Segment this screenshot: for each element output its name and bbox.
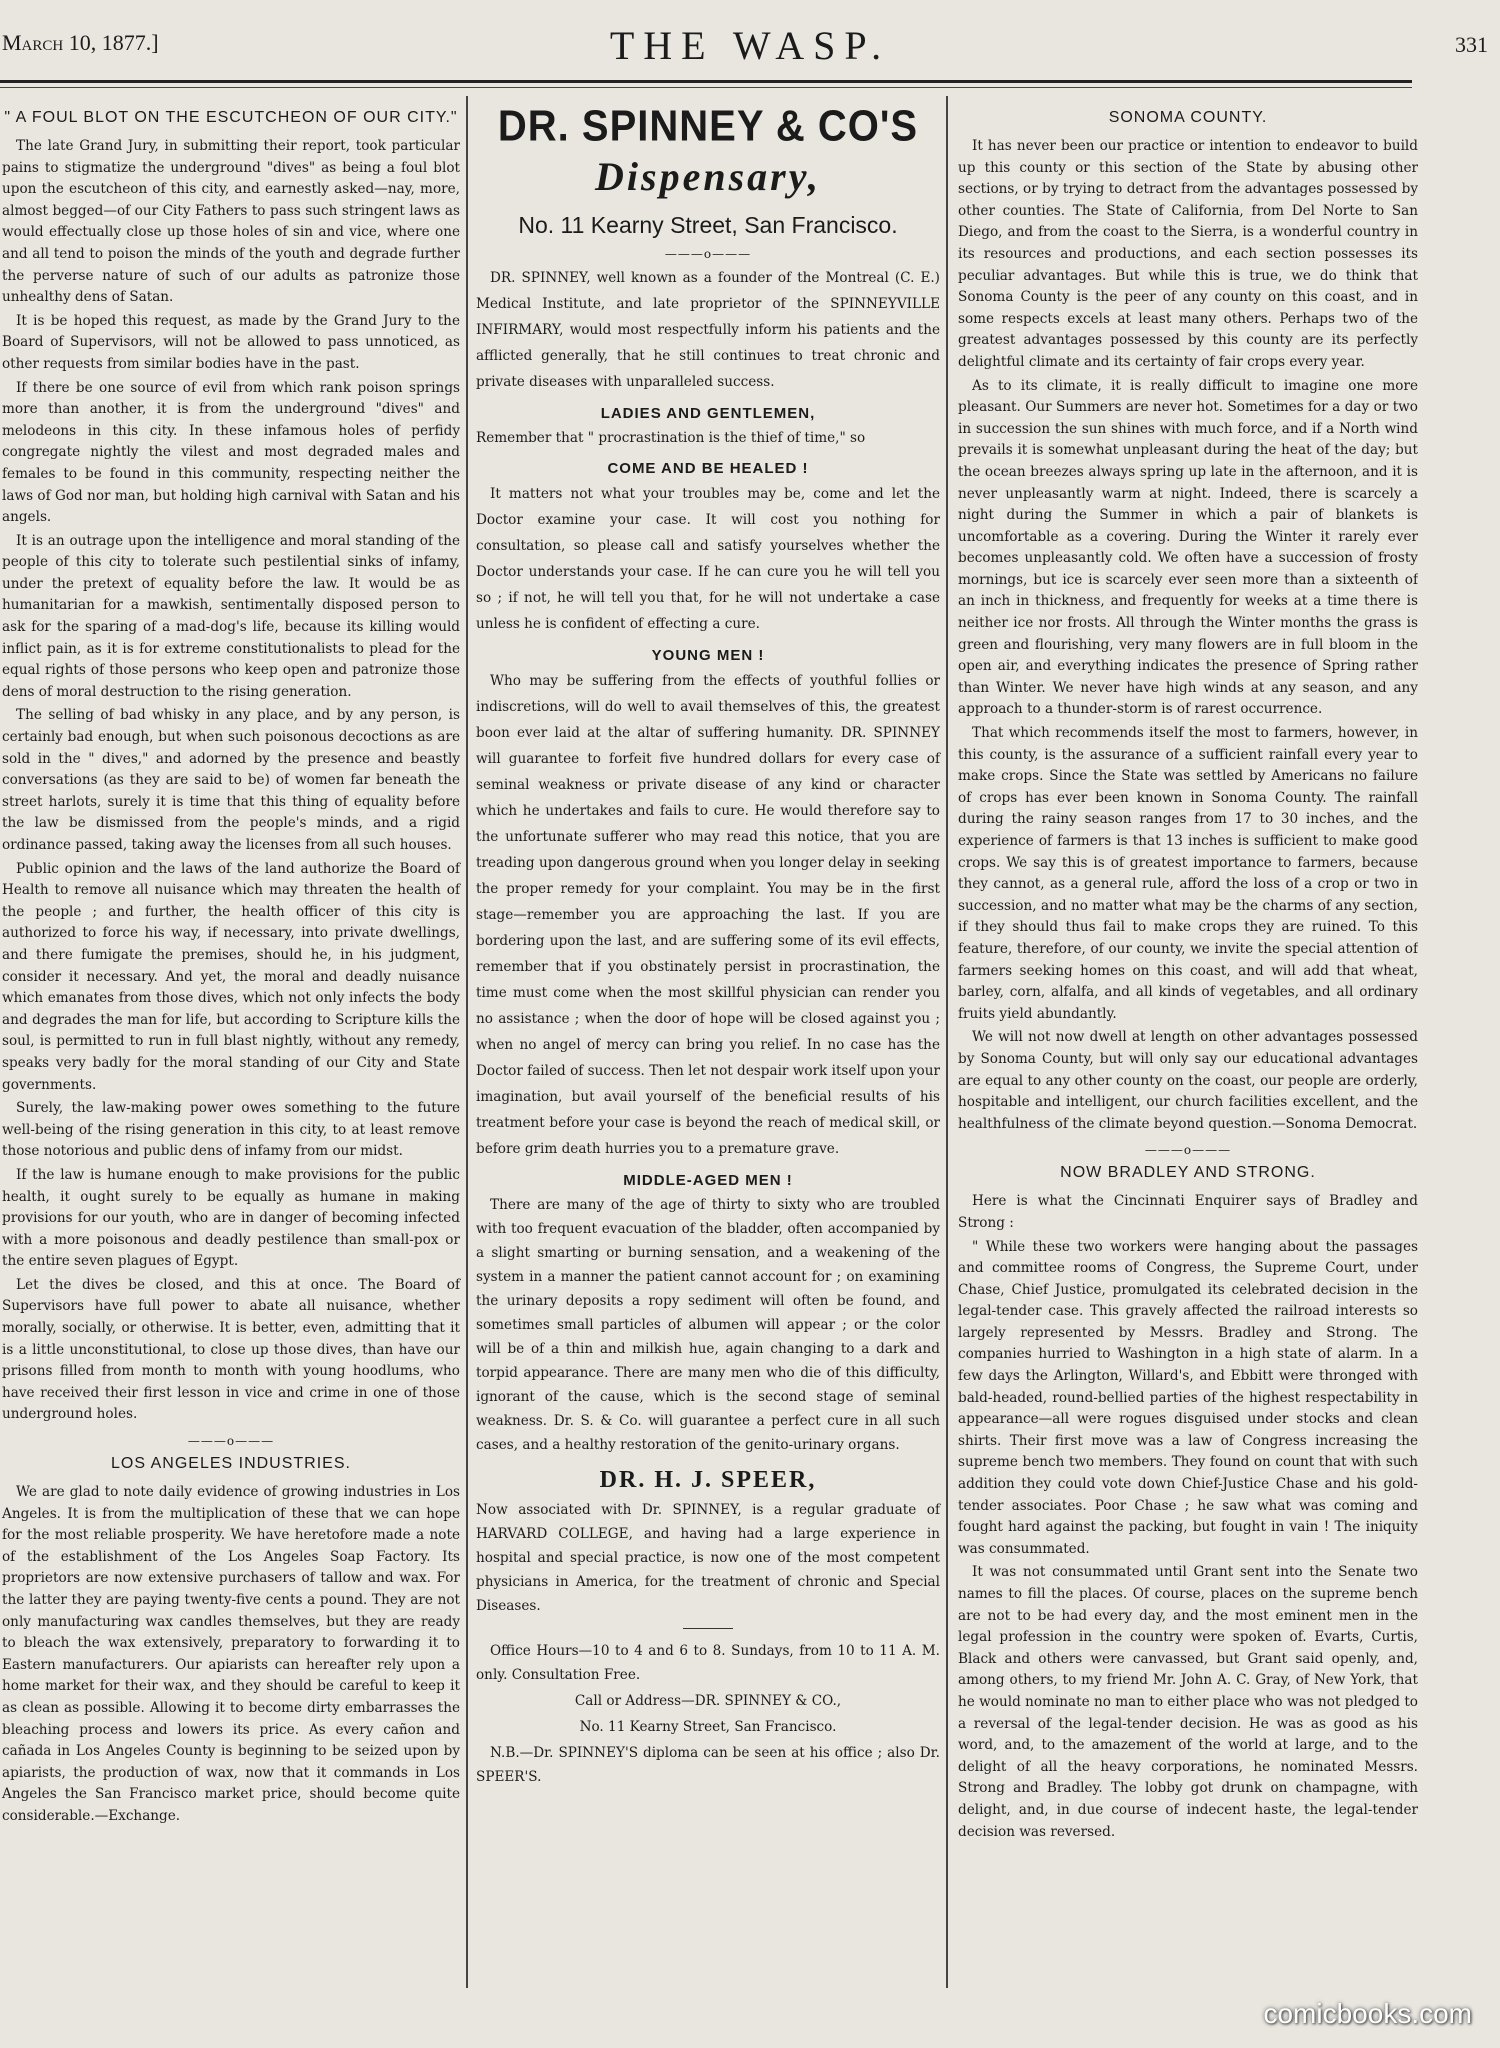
column-divider — [466, 96, 468, 1988]
section-separator: ———o——— — [664, 247, 752, 261]
paragraph: As to its climate, it is really difficult to imagine one more pleasant. Our Summers are never hot. Sometimes for a day or two in succession the sun shines with much force, and if a North wind prevails it is somewhat unpleasant during the heat of the day; but the ocean breezes always spring up late in the afternoon, and it is never unpleasantly warm at night. Indeed, there is scarcely a night during the Summer in which a pair of blankets is uncomfortable as a covering. During the Winter it rarely ever becomes unpleasantly cold. We often have a succession of frosty mornings, but ice is scarcely ever seen more than a sixteenth of an inch in thickness, and frequently for weeks at a time there is neither ice nor frosts. All through the Winter months the grass is green and flourishing, very many flowers are in full bloom in the open air, and everything indicates the presence of Spring rather than Winter. We never have high winds at any season, and any approach to a thunder-storm is of rarest occurrence. — [958, 377, 1418, 718]
header-rule-thin — [0, 87, 1412, 88]
article-body — [2, 1482, 460, 1828]
paragraph: We are glad to note daily evidence of growing industries in Los Angeles. It is from the multiplication of these that we can hope for the most reliable prosperity. We have heretofore made a note of the establishment of the Los Angeles Soap Factory. Its proprietors are now extensive purchasers of tallow and wax. For the latter they are paying twenty-five cents a pound. They are not only manufacturing wax candles themselves, but they are ready to bleach the wax extensively, preparatory to forwarding it to Eastern manufacturers. Our apiarists can hereafter rely upon a home market for their wax, and they should be careful to keep it as clean as possible. Allowing it to become dirty embarrasses the bleaching process and lowers its price. As every cañon and cañada in Los Angeles County is beginning to be seized upon by apiarists, the production of wax, now that it commands in Los Angeles the San Francisco market price, should become quite considerable.—Exchange. — [2, 1484, 460, 1824]
ad-doctor-name: DR. H. J. SPEER, — [599, 1467, 817, 1493]
office-hours: Office Hours—10 to 4 and 6 to 8. Sundays, from 10 to 11 A. M. only. Consultation Free. — [476, 1643, 940, 1683]
ad-heading: YOUNG MEN ! — [651, 647, 765, 664]
section-separator: ———o——— — [1144, 1143, 1232, 1158]
column-center-advertisement — [470, 96, 946, 1988]
paragraph: Let the dives be closed, and this at once. The Board of Supervisors have full power to abate all nuisance, whether morally, socially, or otherwise. It is better, even, admitting that it is a little unconstitutional, to close up those dives, than have our prisons filled from month to month with young hoodlums, who have received their first lesson in vice and crime in one of those underground holes. — [2, 1276, 460, 1423]
paragraph: It was not consummated until Grant sent into the Senate two names to fill the places. Of course, places on the supreme bench are not to be had every day, and the most eminent men in the legal profession in the country were spoken of. Evarts, Curtis, Black and others were canvassed, but Grant said openly, and, among others, to my friend Mr. John A. C. Gray, of New York, that he would nominate no man to either place who was not pledged to a reversal of the legal-tender decision. He was as good as his word, and, to the amazement of the world at large, and to the delight of all the heavy corporations, he nominated Messrs. Strong and Bradley. The lobby got drunk on champagne, with delight, and, in due course of indecent haste, the legal-tender decision was reversed. — [958, 1564, 1418, 1840]
ad-heading: LADIES AND GENTLEMEN, — [600, 405, 816, 422]
call-address-street: No. 11 Kearny Street, San Francisco. — [579, 1719, 837, 1735]
paragraph: Here is what the Cincinnati Enquirer says of Bradley and Strong : — [958, 1193, 1418, 1231]
ad-intro: DR. SPINNEY, well known as a founder of the Montreal (C. E.) Medical Institute, and late proprietor of the SPINNEYVILLE INFIRMARY, would most respectfully inform his patients and the afflicted generally, that he still continues to treat chronic and private diseases with unparalleled success. — [476, 270, 940, 390]
article-headline: NOW BRADLEY AND STRONG. — [1060, 1164, 1316, 1182]
paragraph: That which recommends itself the most to farmers, however, in this county, is the assurance of a sufficient rainfall every year to make crops. Since the State was settled by Americans no failure of crops has ever been known in Sonoma County. The rainfall during the rainy season ranges from 17 to 30 inches, and the experience of farmers is that 13 inches is sufficient to make good crops. We say this is of greatest importance to farmers, because they cannot, as a general rule, afford the loss of a crop or two in succession, and no matter what may be the charms of any section, if they should thus fail to make crops they are ruined. To this feature, therefore, of our county, we invite the special attention of farmers seeking homes on this coast, and will add that wheat, barley, corn, alfalfa, and all kinds of vegetables, and all ordinary fruits yield abundantly. — [958, 725, 1418, 1022]
header-rule — [0, 80, 1412, 83]
article-body — [2, 136, 460, 1426]
short-rule — [683, 1628, 733, 1629]
article-body — [958, 1191, 1418, 1843]
nota-bene: N.B.—Dr. SPINNEY'S diploma can be seen at his office ; also Dr. SPEER'S. — [476, 1745, 940, 1785]
ad-paragraph: It matters not what your troubles may be, come and let the Doctor examine your case. It will cost you nothing for consultation, so please call and satisfy yourselves whether the Doctor understands your case. If he can cure you he will tell you so ; if not, he will tell you that, for he will not undertake a case unless he is confident of effecting a cure. — [476, 486, 940, 632]
paragraph: It has never been our practice or intention to endeavor to build up this county or this section of the State by abusing other sections, or by trying to detract from the advantages possessed by other counties. The State of California, from Del Norte to San Diego, and from the coast to the Sierra, is a wonderful country in its resources and productions, and each section possesses its peculiar advantages. But while this is true, we do think that Sonoma County is the peer of any county on this coast, and in some respects excels at least many others. Perhaps two of the greatest advantages possessed by this county are its perfectly delightful climate and its certainty of fair crops every year. — [958, 138, 1418, 370]
paragraph: Public opinion and the laws of the land authorize the Board of Health to remove all nuisance which may threaten the health of the people ; and further, the health officer of this city is authorized to force his way, if necessary, into private dwellings, and there fumigate the premises, should he, in his judgment, consider it necessary. And yet, the moral and deadly nuisance which emanates from those dives, which not only infects the body and degrades the man for life, but according to Scripture kills the soul, is permitted to run in full blast nightly, without any remedy, speaks very badly for the moral standing of our City and State governments. — [2, 860, 460, 1093]
paragraph: If the law is humane enough to make provisions for the public health, it ought surely to be equally as humane in making provisions for our youth, who are in danger of becoming infected with a more poisonous and deadly pestilence than small-pox or the entire seven plagues of Egypt. — [2, 1166, 460, 1270]
ad-paragraph: Now associated with Dr. SPINNEY, is a regular graduate of HARVARD COLLEGE, and having had a large experience in hospital and special practice, is now one of the most competent physicians in America, for the treatment of chronic and Special Diseases. — [476, 1502, 940, 1614]
page-number: 331 — [1455, 32, 1488, 57]
ad-paragraph: There are many of the age of thirty to sixty who are troubled with too frequent evacuation of the bladder, often accompanied by a slight smarting or burning sensation, and a weakening of the system in a manner the patient cannot account for ; on examining the urinary deposits a ropy sediment will often be found, and sometimes small particles of albumen will appear ; or the color will be of a thin and milkish hue, again changing to a dark and torpid appearance. There are many men who die of this difficulty, ignorant of the cause, which is the second stage of seminal weakness. Dr. S. & Co. will guarantee a perfect cure in all such cases, and a healthy restoration of the genito-urinary organs. — [476, 1197, 940, 1453]
article-headline: SONOMA COUNTY. — [1108, 109, 1268, 126]
article-headline: " A FOUL BLOT ON THE ESCUTCHEON OF OUR CITY." — [4, 109, 458, 126]
ad-subtitle: Dispensary, — [595, 154, 821, 199]
call-address: Call or Address—DR. SPINNEY & CO., — [574, 1693, 842, 1709]
ad-heading: MIDDLE-AGED MEN ! — [623, 1172, 793, 1189]
ad-title: DR. SPINNEY & CO'S — [497, 101, 919, 151]
paragraph: " While these two workers were hanging about the passages and committee rooms of Congress, the Supreme Court, under Chase, Chief Justice, promulgated its celebrated decision in the legal-tender case. This gravely affected the railroad interests so largely represented by Messrs. Bradley and Strong. The companies hurried to Washington in a high state of alarm. In a few days the Arlington, Willard's, and Ebbitt were thronged with bald-headed, round-bellied parties of the highest respectability in appearance—all were rogues disguised under stocks and clean shirts. Their first move was a law of Congress increasing the supreme bench two members. They found on count that with such addition they could vote down Chief-Justice Chase and his gold-tender associates. Poor Chase ; he saw what was coming and fought hard against the packing, but fought in vain ! The iniquity was consummated. — [958, 1238, 1418, 1557]
paragraph: The selling of bad whisky in any place, and by any person, is certainly bad enough, but when such poisonous decoctions as are sold in the " dives," and adorned by the presence and beastly conversations (as they are said to be) of women far beneath the street harlots, surely it is time that this thing of equality before the law be dismissed from the people's minds, and a rigid ordinance passed, taking away the licenses from all such houses. — [2, 707, 460, 853]
watermark-logo: comicbooks.com — [1263, 1998, 1472, 2029]
paragraph: It is be hoped this request, as made by the Grand Jury to the Board of Supervisors, will not be allowed to pass unnoticed, as other requests from similar bodies have in the past. — [2, 312, 460, 372]
column-left — [0, 96, 466, 1988]
paragraph: If there be one source of evil from which rank poison springs more than another, it is from the underground "dives" and melodeons in this city. In these infamous holes of perfidy congregate nightly the vilest and most degraded males and females to be found in this community, respecting neither the laws of God nor man, but holding high carnival with Satan and his angels. — [2, 379, 460, 526]
paragraph: It is an outrage upon the intelligence and moral standing of the people of this city to tolerate such pestilential sinks of infamy, under the pretext of equality before the law. It would be as humanitarian for a mawkish, sentimentally disposed person to ask for the sparing of a mad-dog's life, because its killing would inflict pain, as it is for extreme constitutionalists to plead for the equal rights of those persons who keep open and patronize those dens of moral destruction to the rising generation. — [2, 532, 460, 700]
ad-paragraph: Who may be suffering from the effects of youthful follies or indiscretions, will do well to avail themselves of this, the greatest boon ever laid at the altar of suffering humanity. DR. SPINNEY will guarantee to forfeit five hundred dollars for every case of seminal weakness or private disease of any kind or character which he undertakes and fails to cure. He would therefore say to the unfortunate sufferer who may read this notice, that you are treading upon dangerous ground when you longer delay in seeking the proper remedy for your complaint. You may be in the first stage—remember you are approaching the last. If you are bordering upon the last, and are suffering some of its evil effects, remember that if you obstinately persist in procrastination, the time must come when the most skillful physician can render you no assistance ; when the door of hope will be closed against you ; when no angel of mercy can bring you relief. In no case has the Doctor failed of success. Then let not despair work itself upon your imagination, but avail yourself of the beneficial results of his treatment before your case is beyond the reach of medical skill, or before grim death hurries you to a premature grave. — [476, 673, 940, 1157]
column-divider — [946, 96, 948, 1988]
ad-heading: COME AND BE HEALED ! — [607, 460, 809, 477]
article-headline: LOS ANGELES INDUSTRIES. — [111, 1455, 351, 1473]
masthead — [0, 20, 1500, 70]
ad-address: No. 11 Kearny Street, San Francisco. — [518, 212, 898, 238]
paragraph: The late Grand Jury, in submitting their report, took particular pains to stigmatize the underground "dives" as being a foul blot upon the escutcheon of this city, and earnestly asked—nay, more, almost begged—of our City Fathers to pass such stringent laws as would effectually close up those holes of sin and vice, where one and all tend to poison the minds of the youth and degrade further the perverse nature of such of our adults as patronize those unhealthy dens of Satan. — [2, 138, 460, 306]
issue-date: March 10, 1877.] — [2, 30, 159, 55]
paragraph: We will not now dwell at length on other advantages possessed by Sonoma County, but will only say our educational advantages are equal to any other county on the coast, our people are orderly, hospitable and intelligent, our church facilities excellent, and the healthfulness of the climate beyond question.—Sonoma Democrat. — [958, 1029, 1418, 1132]
section-separator: ———o——— — [187, 1434, 275, 1449]
ad-line: Remember that " procrastination is the thief of time," so — [476, 430, 866, 446]
article-body — [958, 136, 1418, 1135]
newspaper-title: THE WASP. — [609, 23, 891, 68]
column-right — [952, 96, 1418, 1988]
paragraph: Surely, the law-making power owes something to the future well-being of the rising generation in this city, to at least remove those notorious and public dens of infamy from our midst. — [2, 1100, 460, 1160]
